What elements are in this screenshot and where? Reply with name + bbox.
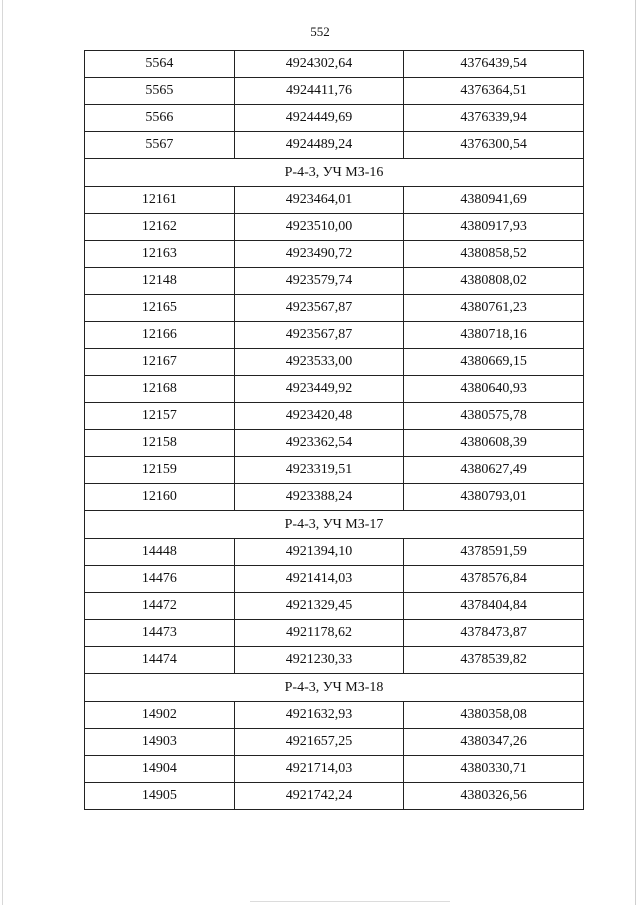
x-coordinate-cell: 4921657,25 (234, 729, 404, 756)
x-coordinate-cell: 4921394,10 (234, 539, 404, 566)
y-coordinate-cell: 4376339,94 (404, 105, 584, 132)
scan-edge-left (2, 0, 3, 905)
table-row (85, 376, 584, 403)
table-row (85, 349, 584, 376)
section-heading: Р-4-3, УЧ МЗ-16 (85, 159, 584, 187)
y-coordinate-cell: 4380793,01 (404, 484, 584, 511)
section-heading: Р-4-3, УЧ МЗ-18 (85, 674, 584, 702)
table-row (85, 702, 584, 729)
x-coordinate-cell: 4923362,54 (234, 430, 404, 457)
table-row (85, 295, 584, 322)
point-number-cell: 12157 (85, 403, 235, 430)
point-number-cell: 12163 (85, 241, 235, 268)
y-coordinate-cell: 4380669,15 (404, 349, 584, 376)
x-coordinate-cell: 4923567,87 (234, 295, 404, 322)
point-number-cell: 5567 (85, 132, 235, 159)
x-coordinate-cell: 4921329,45 (234, 593, 404, 620)
point-number-cell: 12166 (85, 322, 235, 349)
point-number-cell: 14902 (85, 702, 235, 729)
table-row (85, 430, 584, 457)
point-number-cell: 5565 (85, 78, 235, 105)
table-row (85, 756, 584, 783)
x-coordinate-cell: 4923388,24 (234, 484, 404, 511)
table-row (85, 322, 584, 349)
table-row (85, 539, 584, 566)
point-number-cell: 12160 (85, 484, 235, 511)
x-coordinate-cell: 4923319,51 (234, 457, 404, 484)
point-number-cell: 12161 (85, 187, 235, 214)
table-row (85, 620, 584, 647)
table-row (85, 187, 584, 214)
x-coordinate-cell: 4923464,01 (234, 187, 404, 214)
x-coordinate-cell: 4923567,87 (234, 322, 404, 349)
x-coordinate-cell: 4921632,93 (234, 702, 404, 729)
table-row (85, 729, 584, 756)
point-number-cell: 14904 (85, 756, 235, 783)
section-heading-row (85, 159, 584, 187)
x-coordinate-cell: 4921178,62 (234, 620, 404, 647)
point-number-cell: 14473 (85, 620, 235, 647)
y-coordinate-cell: 4378404,84 (404, 593, 584, 620)
y-coordinate-cell: 4380718,16 (404, 322, 584, 349)
y-coordinate-cell: 4378539,82 (404, 647, 584, 674)
y-coordinate-cell: 4378591,59 (404, 539, 584, 566)
x-coordinate-cell: 4923510,00 (234, 214, 404, 241)
x-coordinate-cell: 4923579,74 (234, 268, 404, 295)
point-number-cell: 12167 (85, 349, 235, 376)
y-coordinate-cell: 4380640,93 (404, 376, 584, 403)
page-number: 552 (310, 24, 330, 39)
table-row (85, 647, 584, 674)
y-coordinate-cell: 4376364,51 (404, 78, 584, 105)
coordinates-table (84, 50, 584, 810)
table-row (85, 105, 584, 132)
x-coordinate-cell: 4924489,24 (234, 132, 404, 159)
x-coordinate-cell: 4923449,92 (234, 376, 404, 403)
table-row (85, 132, 584, 159)
table-row (85, 783, 584, 810)
point-number-cell: 14905 (85, 783, 235, 810)
point-number-cell: 12168 (85, 376, 235, 403)
x-coordinate-cell: 4921230,33 (234, 647, 404, 674)
point-number-cell: 12158 (85, 430, 235, 457)
x-coordinate-cell: 4923490,72 (234, 241, 404, 268)
y-coordinate-cell: 4380917,93 (404, 214, 584, 241)
y-coordinate-cell: 4380575,78 (404, 403, 584, 430)
table-row (85, 484, 584, 511)
point-number-cell: 14474 (85, 647, 235, 674)
point-number-cell: 12148 (85, 268, 235, 295)
scan-edge-right (635, 0, 636, 905)
point-number-cell: 14903 (85, 729, 235, 756)
point-number-cell: 12159 (85, 457, 235, 484)
x-coordinate-cell: 4921414,03 (234, 566, 404, 593)
x-coordinate-cell: 4921714,03 (234, 756, 404, 783)
point-number-cell: 14472 (85, 593, 235, 620)
table-row (85, 268, 584, 295)
y-coordinate-cell: 4376439,54 (404, 51, 584, 78)
table-row (85, 51, 584, 78)
y-coordinate-cell: 4380608,39 (404, 430, 584, 457)
point-number-cell: 5566 (85, 105, 235, 132)
y-coordinate-cell: 4380358,08 (404, 702, 584, 729)
point-number-cell: 5564 (85, 51, 235, 78)
section-heading-row (85, 511, 584, 539)
x-coordinate-cell: 4923533,00 (234, 349, 404, 376)
point-number-cell: 12165 (85, 295, 235, 322)
table-row (85, 566, 584, 593)
table-row (85, 403, 584, 430)
table-row (85, 241, 584, 268)
y-coordinate-cell: 4380347,26 (404, 729, 584, 756)
x-coordinate-cell: 4921742,24 (234, 783, 404, 810)
x-coordinate-cell: 4923420,48 (234, 403, 404, 430)
y-coordinate-cell: 4380326,56 (404, 783, 584, 810)
point-number-cell: 12162 (85, 214, 235, 241)
table-row (85, 214, 584, 241)
x-coordinate-cell: 4924302,64 (234, 51, 404, 78)
section-heading-row (85, 674, 584, 702)
y-coordinate-cell: 4380330,71 (404, 756, 584, 783)
section-heading: Р-4-3, УЧ МЗ-17 (85, 511, 584, 539)
y-coordinate-cell: 4380808,02 (404, 268, 584, 295)
y-coordinate-cell: 4380627,49 (404, 457, 584, 484)
y-coordinate-cell: 4380941,69 (404, 187, 584, 214)
table-row (85, 78, 584, 105)
y-coordinate-cell: 4380858,52 (404, 241, 584, 268)
point-number-cell: 14476 (85, 566, 235, 593)
x-coordinate-cell: 4924411,76 (234, 78, 404, 105)
coordinates-table-body (85, 51, 584, 810)
point-number-cell: 14448 (85, 539, 235, 566)
table-row (85, 457, 584, 484)
table-row (85, 593, 584, 620)
y-coordinate-cell: 4378473,87 (404, 620, 584, 647)
x-coordinate-cell: 4924449,69 (234, 105, 404, 132)
y-coordinate-cell: 4380761,23 (404, 295, 584, 322)
y-coordinate-cell: 4376300,54 (404, 132, 584, 159)
scan-edge-bottom (250, 901, 450, 902)
y-coordinate-cell: 4378576,84 (404, 566, 584, 593)
